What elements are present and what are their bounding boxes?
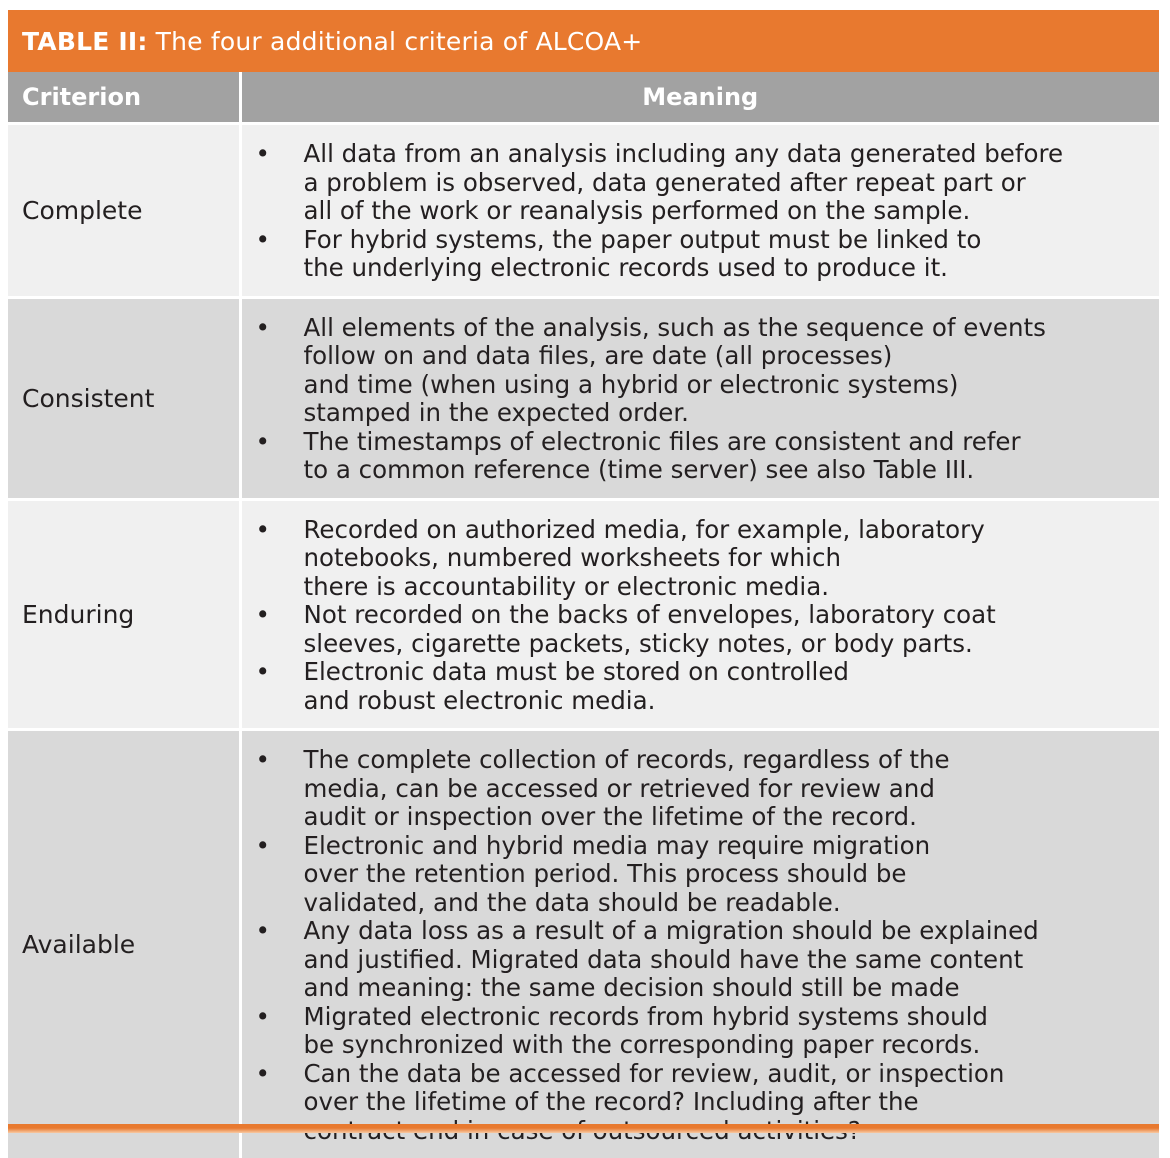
bullet-dot-icon: • (256, 1060, 270, 1089)
bullet-dot-icon: • (256, 226, 270, 255)
bullet-text-line: all of the work or reanalysis performed on the sample. (304, 197, 1140, 226)
meaning-bullet (242, 226, 1140, 283)
bottom-rule (8, 1124, 1159, 1133)
bullet-dot-icon: • (256, 601, 270, 630)
bullet-text-line: stamped in the expected order. (304, 399, 1140, 428)
bullet-text-line: The complete collection of records, regardless of the (304, 746, 1140, 775)
bullet-text-line: audit or inspection over the lifetime of the record. (304, 803, 1140, 832)
meaning-cell (240, 124, 1159, 298)
meaning-cell (240, 730, 1159, 1158)
meaning-bullet (242, 314, 1140, 428)
bullet-text-line: there is accountability or electronic media. (304, 573, 1140, 602)
meaning-bullet (242, 917, 1140, 1003)
bullet-dot-icon: • (256, 140, 270, 169)
bullet-text-line: Electronic and hybrid media may require migration (304, 832, 1140, 861)
meaning-bullet-list (242, 125, 1160, 296)
bullet-text-line: to a common reference (time server) see also Table III. (304, 456, 1140, 485)
bullet-text-line: All elements of the analysis, such as the sequence of events (304, 314, 1140, 343)
bullet-text-line: Not recorded on the backs of envelopes, laboratory coat (304, 601, 1140, 630)
bullet-text-line: media, can be accessed or retrieved for review and (304, 775, 1140, 804)
meaning-bullet (242, 832, 1140, 918)
meaning-cell (240, 297, 1159, 499)
criterion-cell: Consistent (8, 297, 240, 499)
criterion-cell: Complete (8, 124, 240, 298)
meaning-bullet-list (242, 501, 1160, 729)
bullet-text-line: and robust electronic media. (304, 687, 1140, 716)
bullet-text-line: and justified. Migrated data should have the same content (304, 946, 1140, 975)
bullet-text-line: over the retention period. This process should be (304, 860, 1140, 889)
bullet-text-line: Any data loss as a result of a migration should be explained (304, 917, 1140, 946)
meaning-bullet-list (242, 299, 1160, 498)
bullet-text-line: Migrated electronic records from hybrid systems should (304, 1003, 1140, 1032)
bullet-text-line: a problem is observed, data generated after repeat part or (304, 169, 1140, 198)
bullet-text-line: Recorded on authorized media, for example, laboratory (304, 516, 1140, 545)
meaning-bullet (242, 428, 1140, 485)
bullet-text-line: sleeves, cigarette packets, sticky notes, or body parts. (304, 630, 1140, 659)
bullet-text-line: follow on and data files, are date (all processes) (304, 342, 1140, 371)
table-number: TABLE II: (22, 27, 148, 56)
table-row (8, 499, 1159, 730)
bullet-dot-icon: • (256, 832, 270, 861)
table-body (8, 124, 1159, 1158)
bullet-text-line: and time (when using a hybrid or electronic systems) (304, 371, 1140, 400)
bullet-text-line: For hybrid systems, the paper output must be linked to (304, 226, 1140, 255)
meaning-cell (240, 499, 1159, 730)
criterion-cell: Enduring (8, 499, 240, 730)
bullet-text-line: and meaning: the same decision should still be made (304, 974, 1140, 1003)
bullet-dot-icon: • (256, 516, 270, 545)
meaning-bullet (242, 140, 1140, 226)
bullet-text-line: Electronic data must be stored on controlled (304, 658, 1140, 687)
bullet-text-line: The timestamps of electronic files are consistent and refer (304, 428, 1140, 457)
meaning-bullet (242, 746, 1140, 832)
table-row (8, 297, 1159, 499)
bullet-text-line: be synchronized with the corresponding paper records. (304, 1031, 1140, 1060)
meaning-bullet-list (242, 731, 1160, 1158)
meaning-bullet (242, 658, 1140, 715)
table-row (8, 124, 1159, 298)
criteria-table (8, 72, 1159, 1158)
table-row (8, 730, 1159, 1158)
meaning-bullet (242, 601, 1140, 658)
meaning-bullet (242, 516, 1140, 602)
bullet-dot-icon: • (256, 428, 270, 457)
table-title-bar (8, 10, 1159, 72)
bullet-text-line: over the lifetime of the record? Including after the (304, 1088, 1140, 1117)
bullet-dot-icon: • (256, 314, 270, 343)
bullet-dot-icon: • (256, 746, 270, 775)
bullet-text-line: the underlying electronic records used to produce it. (304, 254, 1140, 283)
criterion-column-header: Criterion (8, 72, 240, 124)
bullet-dot-icon: • (256, 917, 270, 946)
alcoa-table-figure (8, 10, 1159, 1158)
bullet-text-line: All data from an analysis including any data generated before (304, 140, 1140, 169)
bullet-dot-icon: • (256, 658, 270, 687)
bullet-text-line: validated, and the data should be readable. (304, 889, 1140, 918)
bullet-dot-icon: • (256, 1003, 270, 1032)
criterion-cell: Available (8, 730, 240, 1158)
table-header-row (8, 72, 1159, 124)
meaning-column-header: Meaning (240, 72, 1159, 124)
bullet-text-line: notebooks, numbered worksheets for which (304, 544, 1140, 573)
bullet-text-line: Can the data be accessed for review, audit, or inspection (304, 1060, 1140, 1089)
table-title: The four additional criteria of ALCOA+ (156, 27, 643, 56)
meaning-bullet (242, 1003, 1140, 1060)
